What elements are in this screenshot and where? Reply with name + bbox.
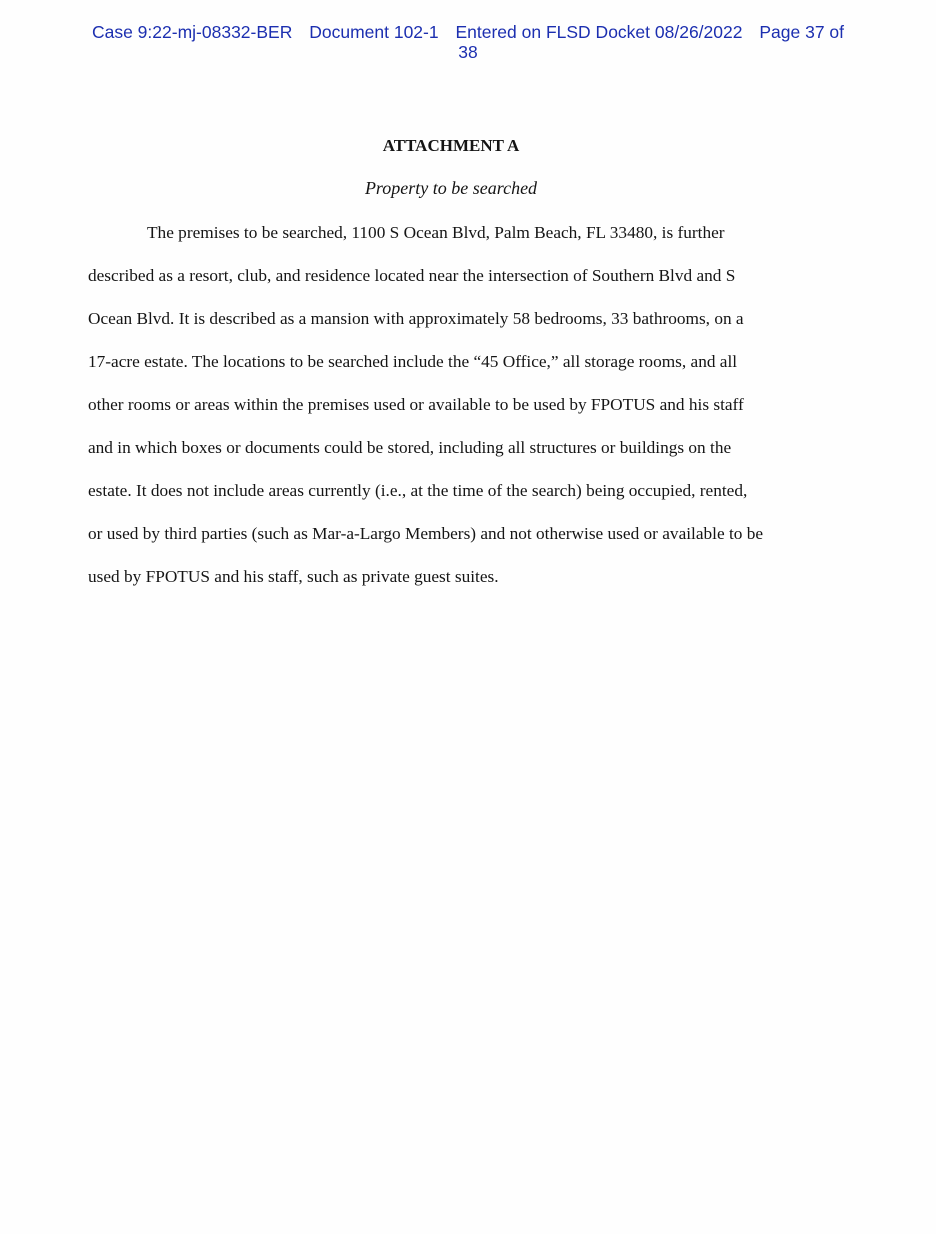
case-number: Case 9:22-mj-08332-BER bbox=[91, 22, 293, 42]
document-number: Document 102-1 bbox=[309, 22, 439, 42]
body-line: or used by third parties (such as Mar-a-Largo Members) and not otherwise used or available to be bbox=[88, 524, 764, 543]
body-line: and in which boxes or documents could be stored, including all structures or buildings on the bbox=[88, 438, 732, 457]
body-line: described as a resort, club, and residence located near the intersection of Southern Blvd and S bbox=[88, 266, 736, 285]
body-line: 17-acre estate. The locations to be searched include the “45 Office,” all storage rooms, and all bbox=[88, 352, 738, 371]
page-number: Page 37 of bbox=[759, 22, 845, 42]
body-line: Ocean Blvd. It is described as a mansion with approximately 58 bedrooms, 33 bathrooms, on a bbox=[88, 309, 744, 328]
docket-header bbox=[60, 22, 876, 62]
attachment-title: ATTACHMENT A bbox=[382, 136, 520, 155]
body-line: The premises to be searched, 1100 S Ocean Blvd, Palm Beach, FL 33480, is further bbox=[147, 223, 725, 242]
entered-docket: Entered on FLSD Docket 08/26/2022 bbox=[455, 22, 743, 42]
attachment-subtitle: Property to be searched bbox=[364, 178, 538, 198]
body-line: used by FPOTUS and his staff, such as private guest suites. bbox=[88, 567, 499, 586]
body-line: other rooms or areas within the premises used or available to be used by FPOTUS and his staff bbox=[88, 395, 744, 414]
body-paragraph bbox=[88, 222, 828, 609]
body-line: estate. It does not include areas currently (i.e., at the time of the search) being occupied, rented, bbox=[88, 481, 748, 500]
page-total: 38 bbox=[458, 42, 478, 62]
